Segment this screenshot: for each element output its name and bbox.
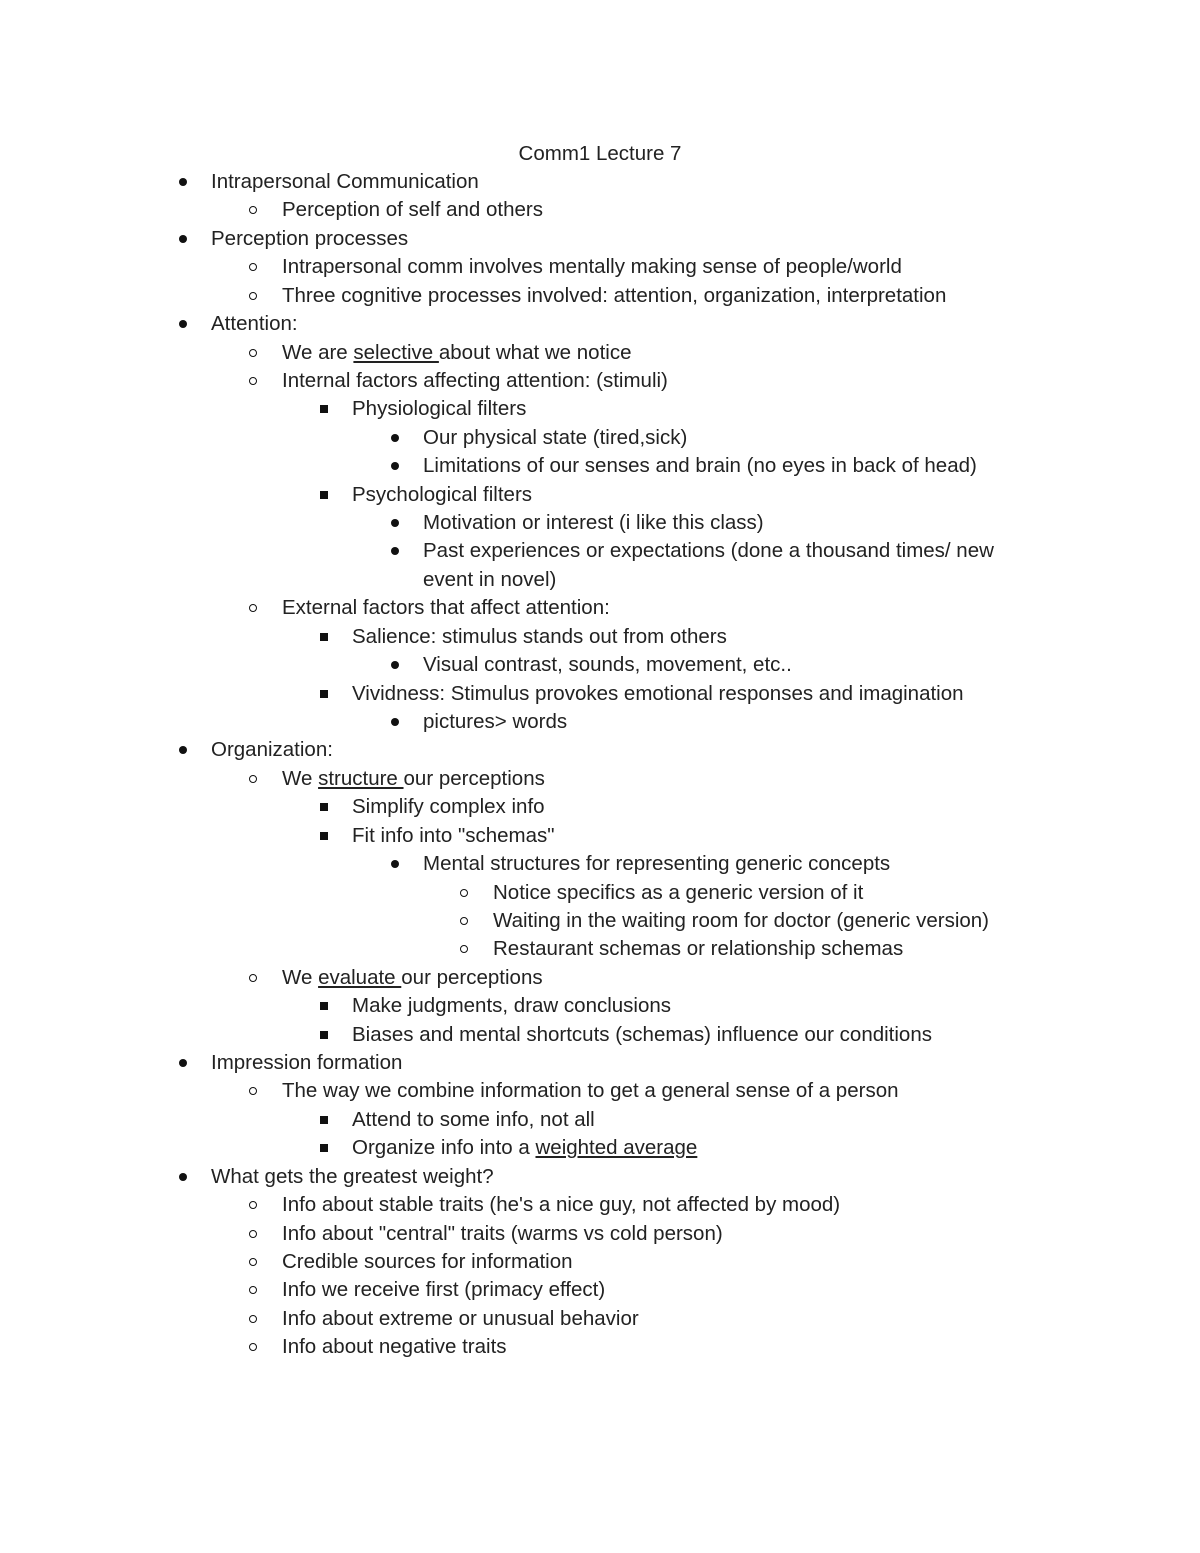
bullet-dot-icon [388,452,402,480]
list-item: Visual contrast, sounds, movement, etc.. [423,653,792,676]
bullet-dot-icon [388,708,402,736]
list-item: The way we combine information to get a general sense of a person [282,1079,899,1102]
bullet-circle-icon [247,964,261,992]
bullet-circle-icon [247,765,261,793]
bullet-circle-icon [247,1305,261,1333]
list-item: pictures> words [423,710,568,733]
list-item [352,1134,697,1162]
list-item: Waiting in the waiting room for doctor (generic version) [493,909,990,932]
bullet-circle-icon [247,1248,261,1276]
list-item [282,964,543,992]
list-item: Info about negative traits [282,1335,507,1358]
list-item-text: Organize info into a [352,1136,536,1159]
bullet-dot-icon [176,168,190,196]
bullet-square-icon [317,1106,331,1134]
underlined-term: evaluate [318,966,402,989]
list-item-text: about what we notice [438,341,632,364]
bullet-dot-icon [176,1163,190,1191]
bullet-circle-icon [247,1333,261,1361]
list-item: Make judgments, draw conclusions [352,994,672,1017]
bullet-dot-icon [388,509,402,537]
list-item: Psychological filters [352,483,533,506]
bullet-square-icon [317,1134,331,1162]
bullet-circle-icon [458,935,472,963]
list-item: event in novel) [423,568,557,591]
bullet-circle-icon [247,196,261,224]
list-item: Info about stable traits (he's a nice guy, not affected by mood) [282,1193,841,1216]
bullet-circle-icon [247,339,261,367]
bullet-square-icon [317,395,331,423]
list-item: Past experiences or expectations (done a thousand times/ new [423,539,994,562]
list-item-text: our perceptions [403,767,545,790]
bullet-dot-icon [176,1049,190,1077]
list-item: Perception of self and others [282,198,543,221]
bullet-circle-icon [247,282,261,310]
bullet-square-icon [317,992,331,1020]
list-item: Attend to some info, not all [352,1108,595,1131]
bullet-circle-icon [247,1220,261,1248]
list-item: Simplify complex info [352,795,545,818]
bullet-dot-icon [176,310,190,338]
bullet-square-icon [317,1021,331,1049]
page-title: Comm1 Lecture 7 [518,142,682,165]
bullet-dot-icon [388,850,402,878]
list-item-text: We are [282,341,354,364]
list-item: Perception processes [211,227,409,250]
bullet-circle-icon [247,253,261,281]
list-item: Limitations of our senses and brain (no eyes in back of head) [423,454,977,477]
bullet-circle-icon [247,367,261,395]
list-item [282,339,631,367]
list-item-text: We [282,966,319,989]
bullet-dot-icon [388,424,402,452]
list-item: Internal factors affecting attention: (stimuli) [282,369,668,392]
list-item: Credible sources for information [282,1250,573,1273]
list-item: Three cognitive processes involved: attention, organization, interpretation [282,284,947,307]
bullet-square-icon [317,822,331,850]
bullet-circle-icon [458,907,472,935]
list-item: Info about "central" traits (warms vs cold person) [282,1222,723,1245]
list-item [282,765,545,793]
underlined-term: structure [318,767,404,790]
list-item: Salience: stimulus stands out from others [352,625,727,648]
list-item: Intrapersonal Communication [211,170,479,193]
bullet-dot-icon [176,736,190,764]
bullet-circle-icon [247,1276,261,1304]
bullet-square-icon [317,680,331,708]
list-item: Vividness: Stimulus provokes emotional responses and imagination [352,682,964,705]
list-item: External factors that affect attention: [282,596,610,619]
bullet-dot-icon [176,225,190,253]
bullet-circle-icon [458,879,472,907]
bullet-dot-icon [388,651,402,679]
bullet-circle-icon [247,1077,261,1105]
bullet-square-icon [317,793,331,821]
underlined-term: selective [353,341,439,364]
list-item: Organization: [211,738,333,761]
bullet-square-icon [317,623,331,651]
list-item: Motivation or interest (i like this class) [423,511,764,534]
bullet-square-icon [317,481,331,509]
list-item: What gets the greatest weight? [211,1165,494,1188]
list-item: Biases and mental shortcuts (schemas) influence our conditions [352,1023,932,1046]
list-item: Intrapersonal comm involves mentally making sense of people/world [282,255,902,278]
list-item: Notice specifics as a generic version of it [493,881,864,904]
list-item: Info we receive first (primacy effect) [282,1278,606,1301]
list-item: Our physical state (tired,sick) [423,426,688,449]
list-item: Fit info into "schemas" [352,824,555,847]
list-item-text: We [282,767,319,790]
bullet-dot-icon [388,537,402,565]
list-item-text: our perceptions [401,966,543,989]
list-item: Physiological filters [352,397,527,420]
bullet-circle-icon [247,1191,261,1219]
list-item: Mental structures for representing generic concepts [423,852,891,875]
bullet-circle-icon [247,594,261,622]
list-item: Impression formation [211,1051,403,1074]
list-item: Attention: [211,312,298,335]
underlined-term: weighted average [535,1136,698,1159]
list-item: Info about extreme or unusual behavior [282,1307,639,1330]
list-item: Restaurant schemas or relationship schemas [493,937,904,960]
